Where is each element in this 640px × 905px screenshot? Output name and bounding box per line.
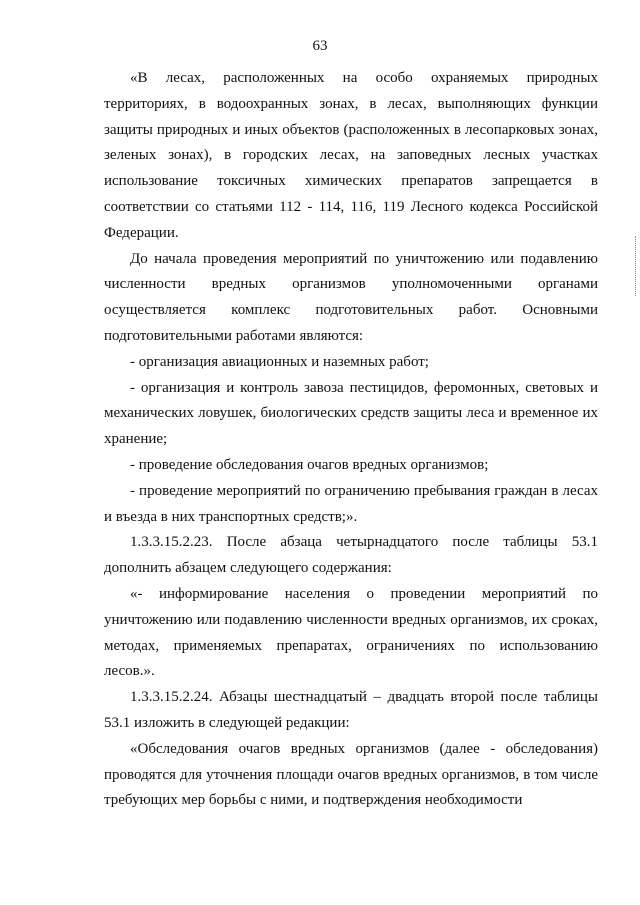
binding-mark (635, 236, 638, 296)
list-item-pesticide-delivery: - организация и контроль завоза пестицидов, феромонных, световых и механических ловушек, биологических средств защиты леса и временное их хранение; (104, 379, 598, 448)
paragraph-forest-protection: «В лесах, расположенных на особо охраняемых природных территориях, в водоохранных зонах, в лесах, выполняющих функции защиты природных и иных объектов (расположенных в лесопарковых зонах, зеленых зонах), в городских лесах, на заповедных лесных участках использование токсичных химических препаратов запрещается в соответствии со статьями 112 - 114, 116, 119 Лесного кодекса Российской Федерации. (104, 70, 598, 241)
document-body (104, 66, 598, 814)
list-item-access-restriction: - проведение мероприятий по ограничению пребывания граждан в лесах и въезда в них транспортных средств;». (104, 482, 598, 525)
paragraph-preparatory-works: До начала проведения мероприятий по уничтожению или подавлению численности вредных организмов уполномоченными органами осуществляется комплекс подготовительных работ. Основными подготовительными работами являются: (104, 250, 598, 344)
list-item-aviation-works: - организация авиационных и наземных работ; (130, 353, 429, 370)
paragraph-surveys-definition: «Обследования очагов вредных организмов (далее - обследования) проводятся для уточнения площади очагов вредных организмов, в том числе требующих мер борьбы с ними, и подтверждения необходимости (104, 740, 598, 809)
paragraph-amendment-23: 1.3.3.15.2.23. После абзаца четырнадцатого после таблицы 53.1 дополнить абзацем следующего содержания: (104, 534, 598, 577)
paragraph-amendment-24: 1.3.3.15.2.24. Абзацы шестнадцатый – двадцать второй после таблицы 53.1 изложить в следующей редакции: (104, 689, 598, 731)
paragraph-public-information: «- информирование населения о проведении мероприятий по уничтожению или подавлению численности вредных организмов, их сроках, методах, применяемых препаратах, ограничениях по использованию лесов.». (104, 585, 598, 680)
page-number: 63 (312, 38, 328, 54)
list-item-survey: - проведение обследования очагов вредных организмов; (130, 456, 489, 473)
